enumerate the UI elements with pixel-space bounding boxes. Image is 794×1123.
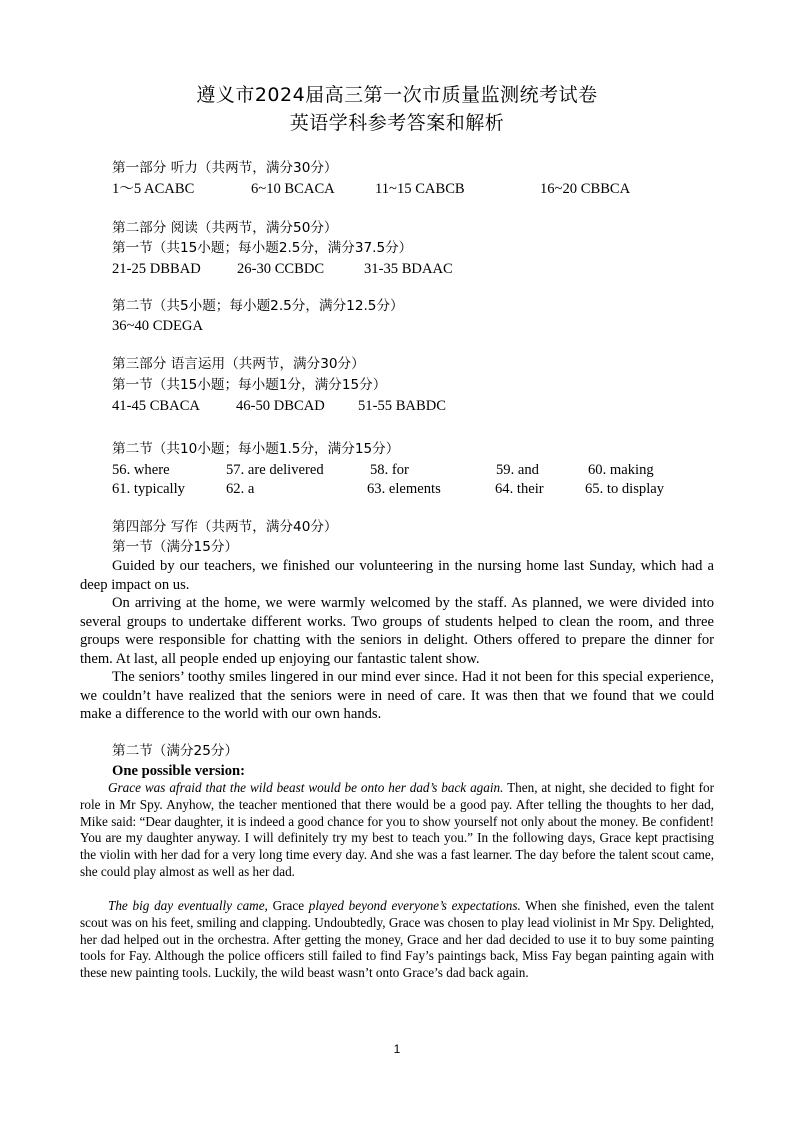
essay1-paragraph-2: On arriving at the home, we were warmly welcomed by the staff. As planned, we were divided into several groups to undertake different works. Two groups of students helped to clean the room, and three groups were responsible for chatting with the seniors in delight. Others offered to prepare the dinner for them. At last, all people ended up enjoying our fantastic talent show. xyxy=(80,595,714,667)
essay2-paragraph-1-body: Then, at night, she decided to fight for role in Mr Spy. Anyhow, the teacher mentioned that there would be a good pay. After telling the thoughts to her dad, Mike said: “Dear daughter, it is indeed a good chance for you to show yourself not only about the money. Be confident! You are my daughter anyway. I will definitely try my best to teach you.” In the following days, Grace kept practising the violin with her dad for a very long time every day. And she was a fast learner. The day before the talent scout came, she could play almost as well as her dad. xyxy=(80,780,714,879)
part3-heading: 第三部分 语言运用（共两节，满分30分） xyxy=(112,356,365,372)
part3-answer-2: 46-50 DBCAD xyxy=(236,398,325,414)
part3-section1-heading: 第一节（共15小题；每小题1分，满分15分） xyxy=(112,377,387,393)
essay2-paragraph-2-lead: The big day eventually came, xyxy=(108,898,268,913)
essay2-paragraph-1-lead: Grace was afraid that the wild beast would be onto her dad’s back again. xyxy=(108,780,504,795)
essay2-paragraph-2 xyxy=(80,898,714,982)
part1-answer-1: 1～5 ACABC xyxy=(112,181,195,197)
part2-section1-heading: 第一节（共15小题；每小题2.5分，满分37.5分） xyxy=(112,240,413,256)
essay2-paragraph-1 xyxy=(80,780,714,881)
cloze-answer-63: 63. elements xyxy=(367,481,441,497)
part2-heading: 第二部分 阅读（共两节，满分50分） xyxy=(112,220,338,236)
essay2-paragraph-2-lead2: played beyond everyone’s expectations. xyxy=(308,898,521,913)
part1-answer-3: 11~15 CABCB xyxy=(375,181,465,197)
part3-section2-heading: 第二节（共10小题；每小题1.5分，满分15分） xyxy=(112,441,400,457)
essay1-paragraph-1: Guided by our teachers, we finished our volunteering in the nursing home last Sunday, which had a deep impact on us. xyxy=(80,558,714,593)
part1-heading: 第一部分 听力（共两节，满分30分） xyxy=(112,160,338,176)
part2-answer-2: 26-30 CCBDC xyxy=(237,261,325,277)
page-title: 遵义市2024届高三第一次市质量监测统考试卷 xyxy=(196,84,598,106)
cloze-answer-62: 62. a xyxy=(226,481,255,497)
part2-section2-heading: 第二节（共5小题；每小题2.5分，满分12.5分） xyxy=(112,298,404,314)
essay2-paragraph-2-grace: Grace xyxy=(267,898,309,913)
part4-section2-heading: 第二节（满分25分） xyxy=(112,743,239,759)
part4-heading: 第四部分 写作（共两节，满分40分） xyxy=(112,519,338,535)
page-number: 1 xyxy=(393,1042,401,1056)
part2-answer-4: 36~40 CDEGA xyxy=(112,318,203,334)
cloze-answer-64: 64. their xyxy=(495,481,544,497)
version-label: One possible version: xyxy=(112,763,245,779)
part4-section1-heading: 第一节（满分15分） xyxy=(112,539,239,555)
part1-answer-4: 16~20 CBBCA xyxy=(540,181,631,197)
essay2-paragraph-2-body: When she finished, even the talent scout was on his feet, smiling and clapping. Undoubtedly, Grace was chosen to play lead violinist in Mr Spy. Delighted, her dad helped out in the orchestra. After getting the money, Grace and her dad decided to use it to buy some painting tools for Fay. Although the police officers still failed to find Fay’s paintings back, Miss Fay began painting again with these new painting tools. Luckily, the wild beast wasn’t onto Grace’s dad back again. xyxy=(80,898,714,981)
page-subtitle: 英语学科参考答案和解析 xyxy=(289,112,505,134)
part1-answer-2: 6~10 BCACA xyxy=(251,181,335,197)
cloze-answer-61: 61. typically xyxy=(112,481,185,497)
part2-answer-1: 21-25 DBBAD xyxy=(112,261,201,277)
cloze-answer-65: 65. to display xyxy=(585,481,665,497)
cloze-answer-58: 58. for xyxy=(370,462,409,478)
essay1-paragraph-3: The seniors’ toothy smiles lingered in our mind ever since. Had it not been for this special experience, we couldn’t have realized that the seniors were in need of care. It was then that we found that we could make a difference to the world with our own hands. xyxy=(80,669,714,723)
cloze-answer-56: 56. where xyxy=(112,462,170,478)
cloze-answer-57: 57. are delivered xyxy=(226,462,324,478)
cloze-answer-60: 60. making xyxy=(588,462,654,478)
cloze-answer-59: 59. and xyxy=(496,462,539,478)
part3-answer-3: 51-55 BABDC xyxy=(358,398,446,414)
part2-answer-3: 31-35 BDAAC xyxy=(364,261,453,277)
part3-answer-1: 41-45 CBACA xyxy=(112,398,200,414)
